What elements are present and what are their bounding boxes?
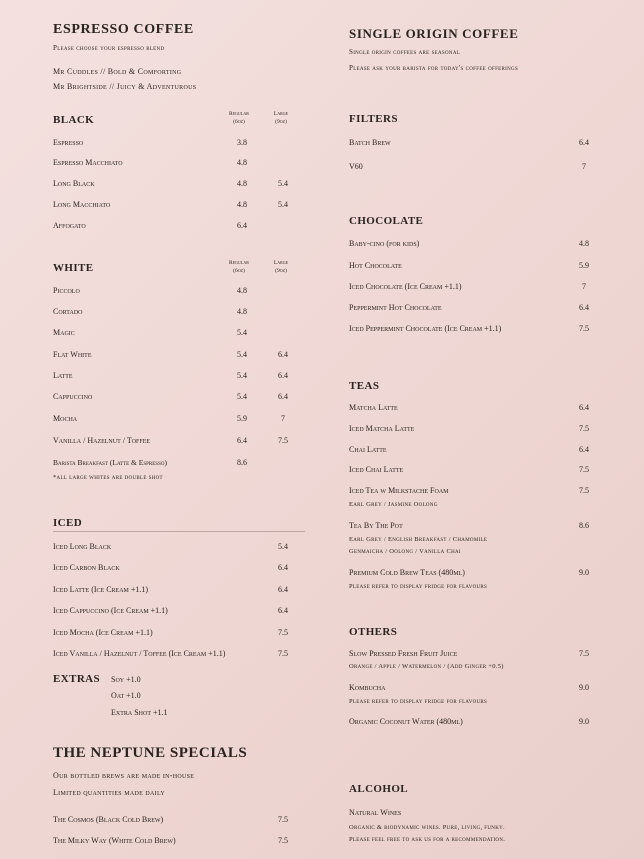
white-size-regular	[224, 259, 254, 275]
item-price: 5.9	[579, 261, 589, 270]
item-name: Hot Chocolate	[349, 261, 402, 270]
item-price: 7.5	[579, 486, 589, 495]
extra-item-label: Soy +1.0	[111, 675, 141, 684]
item-price: 7.5	[278, 815, 288, 824]
white-size-regular-oz: (6oz)	[233, 268, 245, 274]
menu-item	[53, 628, 303, 642]
menu-item	[53, 350, 303, 364]
menu-item	[349, 239, 594, 253]
item-name: The Cosmos (Black Cold Brew)	[53, 815, 164, 824]
item-price: 6.4	[278, 606, 288, 615]
single-origin-title: SINGLE ORIGIN COFFEE	[349, 26, 519, 41]
menu-item	[53, 649, 303, 663]
item-name: Iced Peppermint Chocolate (Ice Cream +1.1)	[349, 324, 502, 333]
white-size-large	[266, 259, 296, 275]
item-price: 7.5	[278, 649, 288, 658]
teas-title: TEAS	[349, 380, 380, 392]
item-price-large: 7.5	[278, 436, 288, 445]
item-price-large: 6.4	[278, 350, 288, 359]
item-price-regular: 6.4	[237, 221, 247, 230]
item-name: Slow Pressed Fresh Fruit Juice	[349, 649, 458, 658]
item-name: Flat White	[53, 350, 92, 359]
black-size-regular-oz: (6oz)	[233, 119, 245, 125]
item-name: V60	[349, 162, 363, 171]
item-name: Cortado	[53, 307, 83, 316]
item-price: 7	[582, 282, 586, 291]
black-size-large-oz: (9oz)	[275, 119, 287, 125]
item-price: 7.5	[579, 324, 589, 333]
alcohol-title: ALCOHOL	[349, 783, 409, 795]
extras-title: EXTRAS	[53, 673, 101, 685]
menu-item	[349, 717, 594, 731]
item-price-regular: 8.6	[237, 458, 247, 467]
menu-item	[349, 486, 594, 500]
menu-item	[53, 158, 303, 172]
item-name: Iced Matcha Latte	[349, 424, 415, 433]
item-price-regular: 5.9	[237, 414, 247, 423]
menu-item	[53, 307, 303, 321]
blend-1: Mr Cuddles // Bold & Comforting	[53, 67, 182, 76]
menu-item	[53, 200, 303, 214]
item-name: Mocha	[53, 414, 78, 423]
white-size-large-oz: (9oz)	[275, 268, 287, 274]
menu-item	[349, 324, 594, 338]
item-name: Long Macchiato	[53, 200, 111, 209]
item-name: Iced Latte (Ice Cream +1.1)	[53, 585, 149, 594]
chocolate-title: CHOCOLATE	[349, 215, 424, 227]
black-title: BLACK	[53, 114, 95, 126]
item-price-regular: 5.4	[237, 371, 247, 380]
others-title: OTHERS	[349, 626, 398, 638]
specials-line-2: Limited quantities made daily	[53, 788, 165, 797]
menu-item	[349, 303, 594, 317]
white-note: *all large whites are double shot	[53, 474, 163, 481]
pot-options-2: Genmaicha / Oolong / Vanilla Chai	[349, 548, 461, 555]
menu-item	[53, 371, 303, 385]
iced-divider	[53, 531, 305, 532]
item-name: Latte	[53, 371, 73, 380]
item-price: 7.5	[579, 649, 589, 658]
item-price-regular: 5.4	[237, 392, 247, 401]
item-price: 6.4	[278, 563, 288, 572]
kombucha-note: Please refer to display fridge for flavours	[349, 698, 488, 705]
item-name: Iced Chai Latte	[349, 465, 404, 474]
item-name: Long Black	[53, 179, 95, 188]
item-price-regular: 5.4	[237, 350, 247, 359]
menu-item	[349, 162, 594, 176]
item-price-large: 5.4	[278, 200, 288, 209]
item-price: 8.6	[579, 521, 589, 530]
menu-item	[53, 221, 303, 235]
black-size-regular	[224, 110, 254, 126]
blend-2: Mr Brightside // Juicy & Adventurous	[53, 82, 197, 91]
item-price-regular: 5.4	[237, 328, 247, 337]
item-name: Kombucha	[349, 683, 386, 692]
menu-item	[349, 424, 594, 438]
item-name: Iced Carbon Black	[53, 563, 120, 572]
specials-line-1: Our bottled brews are made in-house	[53, 771, 195, 780]
wine-note-1: Organic & biodynamic wines. Pure, living, funky.	[349, 824, 505, 831]
menu-item	[53, 286, 303, 300]
extra-item	[111, 691, 361, 705]
extra-item-label: Oat +1.0	[111, 691, 141, 700]
item-price-regular: 3.8	[237, 138, 247, 147]
item-name: Piccolo	[53, 286, 80, 295]
menu-item	[349, 465, 594, 479]
item-price: 7.5	[278, 836, 288, 845]
item-price: 9.0	[579, 568, 589, 577]
menu-item	[349, 282, 594, 296]
item-name: Magic	[53, 328, 75, 337]
cold-brew-note: Please refer to display fridge for flavours	[349, 583, 488, 590]
item-price-large: 6.4	[278, 371, 288, 380]
item-name: Natural Wines	[349, 808, 402, 817]
item-name: Peppermint Hot Chocolate	[349, 303, 442, 312]
menu-item	[53, 542, 303, 556]
menu-item	[349, 568, 594, 582]
item-price: 6.4	[278, 585, 288, 594]
item-price-regular: 4.8	[237, 307, 247, 316]
pot-options-1: Earl Grey / English Breakfast / Chamomile	[349, 536, 488, 543]
item-name: Tea By The Pot	[349, 521, 403, 530]
item-price: 7	[582, 162, 586, 171]
menu-item	[349, 808, 594, 822]
item-price: 6.4	[579, 445, 589, 454]
menu-item	[53, 179, 303, 193]
extra-item	[111, 708, 361, 722]
white-size-regular-label: Regular	[229, 260, 249, 266]
menu-item	[349, 445, 594, 459]
menu-item	[53, 458, 303, 472]
item-price: 6.4	[579, 303, 589, 312]
espresso-title: ESPRESSO COFFEE	[53, 22, 194, 37]
item-price: 7.5	[579, 424, 589, 433]
menu-item	[53, 138, 303, 152]
wine-note-2: Please feel free to ask us for a recommendation.	[349, 836, 506, 843]
item-price: 6.4	[579, 403, 589, 412]
menu-item	[53, 436, 303, 450]
item-price: 6.4	[579, 138, 589, 147]
item-name: Iced Vanilla / Hazelnut / Toffee (Ice Cream +1.1)	[53, 649, 226, 658]
item-name: Iced Mocha (Ice Cream +1.1)	[53, 628, 153, 637]
item-name: Iced Cappuccino (Ice Cream +1.1)	[53, 606, 168, 615]
menu-item	[53, 563, 303, 577]
item-name: Premium Cold Brew Teas (480ml)	[349, 568, 465, 577]
item-name: Batch Brew	[349, 138, 391, 147]
item-price-regular: 4.8	[237, 200, 247, 209]
single-origin-line-1: Single origin coffees are seasonal	[349, 48, 461, 56]
menu-item	[53, 836, 303, 850]
menu-item	[53, 414, 303, 428]
item-name: Affogato	[53, 221, 86, 230]
filters-title: FILTERS	[349, 113, 398, 125]
item-name: Organic Coconut Water (480ml)	[349, 717, 463, 726]
item-price-large: 7	[281, 414, 285, 423]
menu-item	[53, 392, 303, 406]
espresso-subtitle: Please choose your espresso blend	[53, 44, 165, 52]
menu-item	[53, 606, 303, 620]
menu-item	[53, 585, 303, 599]
extra-item-label: Extra Shot +1.1	[111, 708, 168, 717]
menu-item	[349, 683, 594, 697]
item-price: 5.4	[278, 542, 288, 551]
item-name: Vanilla / Hazelnut / Toffee	[53, 436, 151, 445]
menu-item	[349, 649, 594, 663]
white-title: WHITE	[53, 262, 94, 274]
menu-item	[349, 138, 594, 152]
item-price-regular: 4.8	[237, 179, 247, 188]
item-name: Espresso	[53, 138, 84, 147]
menu-item	[349, 521, 594, 535]
menu-item	[53, 815, 303, 829]
white-size-large-label: Large	[273, 260, 289, 266]
item-name: Iced Chocolate (Ice Cream +1.1)	[349, 282, 462, 291]
item-name: Iced Tea w Milkstache Foam	[349, 486, 449, 495]
item-price: 4.8	[579, 239, 589, 248]
item-price-regular: 4.8	[237, 158, 247, 167]
black-size-large-label: Large	[273, 111, 289, 117]
black-size-large	[266, 110, 296, 126]
item-name: The Milky Way (White Cold Brew)	[53, 836, 176, 845]
item-price-regular: 6.4	[237, 436, 247, 445]
black-size-regular-label: Regular	[229, 111, 249, 117]
item-name: Iced Long Black	[53, 542, 112, 551]
item-name: Baby-cino (for kids)	[349, 239, 420, 248]
item-name: Chai Latte	[349, 445, 387, 454]
menu-item	[53, 328, 303, 342]
item-name: Matcha Latte	[349, 403, 398, 412]
item-price: 9.0	[579, 683, 589, 692]
iced-title: ICED	[53, 517, 83, 529]
juice-options: Orange / Apple / Watermelon / (Add Ginger +0.5)	[349, 663, 504, 670]
item-price-regular: 4.8	[237, 286, 247, 295]
specials-title: THE NEPTUNE SPECIALS	[53, 745, 248, 761]
item-name: Cappuccino	[53, 392, 93, 401]
item-name: Barista Breakfast (Latte & Espresso)	[53, 458, 167, 467]
single-origin-line-2: Please ask your barista for today's coffee offerings	[349, 64, 519, 72]
menu-item	[349, 403, 594, 417]
item-price-large: 5.4	[278, 179, 288, 188]
item-price-large: 6.4	[278, 392, 288, 401]
foam-options: Earl Grey / Jasmine Oolong	[349, 501, 438, 508]
menu-item	[349, 261, 594, 275]
item-price: 9.0	[579, 717, 589, 726]
item-price: 7.5	[278, 628, 288, 637]
extra-item	[111, 675, 361, 689]
item-name: Espresso Macchiato	[53, 158, 123, 167]
item-price: 7.5	[579, 465, 589, 474]
